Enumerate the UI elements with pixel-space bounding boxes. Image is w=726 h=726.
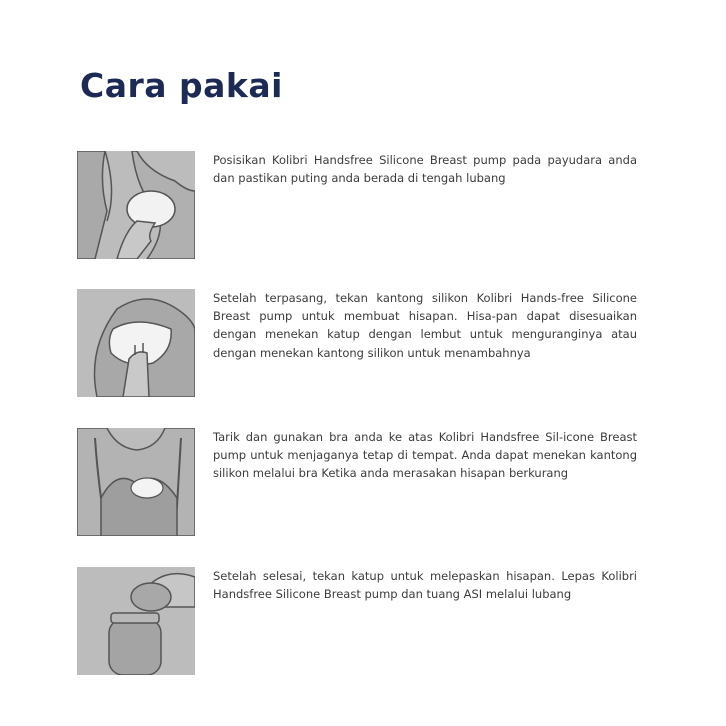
woman-placing-pump-icon: [77, 151, 195, 259]
step-1-text: Posisikan Kolibri Handsfree Silicone Breast pump pada payudara anda dan pastikan puting anda berada di tengah lubang: [213, 153, 637, 186]
hand-pouring-milk-icon: [77, 567, 195, 675]
hand-pressing-pouch-icon: [77, 289, 195, 397]
step-4-text: Setelah selesai, tekan katup untuk melepaskan hisapan. Lepas Kolibri Handsfree Silicone Breast pump dan tuang ASI melalui lubang: [213, 569, 637, 602]
step-3-text: Tarik dan gunakan bra anda ke atas Kolibri Handsfree Sil-icone Breast pump untuk menjaganya tetap di tempat. Anda dapat menekan kantong silikon melalui bra Ketika anda merasakan hisapan berkurang: [213, 430, 637, 481]
page-title: Cara pakai: [80, 66, 283, 105]
step-3-illustration: [77, 428, 195, 536]
step-4-illustration: [77, 567, 195, 675]
woman-wearing-bra-icon: [77, 428, 195, 536]
step-2-illustration: [77, 289, 195, 397]
step-2-text: Setelah terpasang, tekan kantong silikon Kolibri Hands-free Silicone Breast pump untuk membuat hisapan. Hisa-pan dapat disesuaikan dengan menekan katup dengan lembut untuk menguranginya atau dengan menekan kantong silikon untuk menambahnya: [213, 291, 637, 360]
step-1-illustration: [77, 151, 195, 259]
